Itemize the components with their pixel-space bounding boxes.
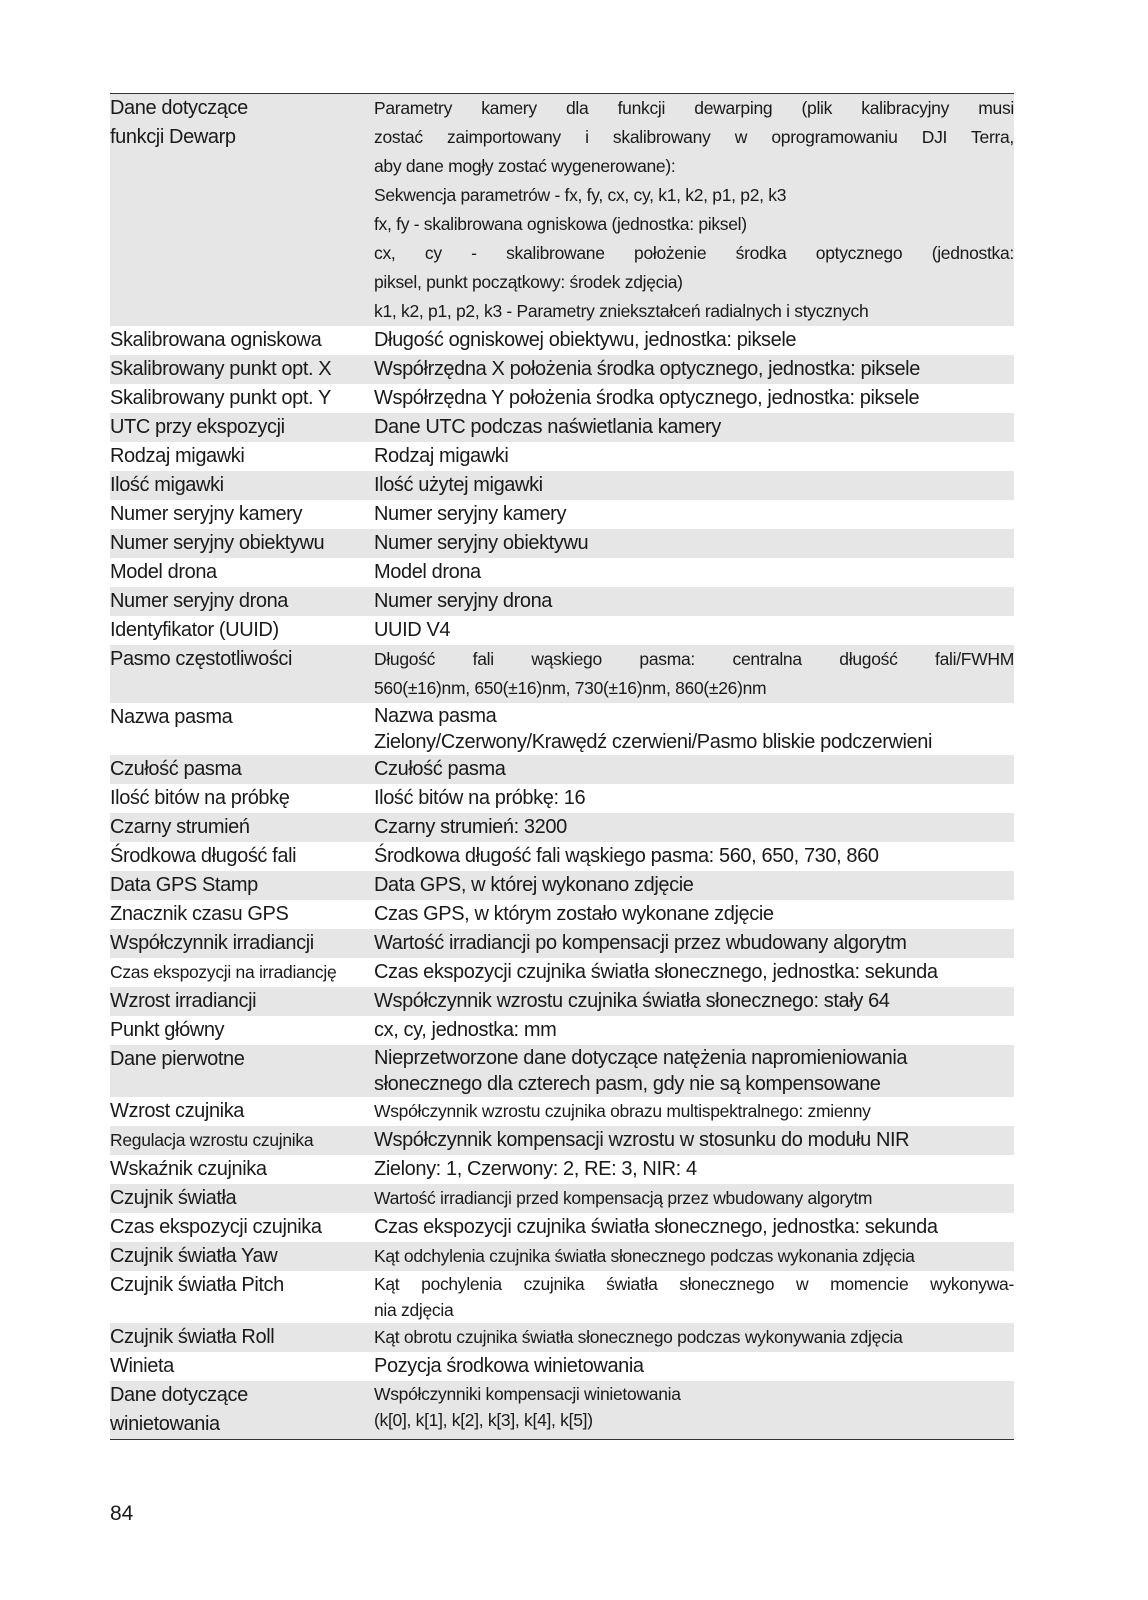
- table-row: [110, 529, 1014, 558]
- table-row: [110, 987, 1014, 1016]
- row-description-line: Wartość irradiancji przed kompensacją przez wbudowany algorytm: [374, 1188, 873, 1208]
- row-description-line: Data GPS, w której wykonano zdjęcie: [374, 874, 694, 896]
- row-description-line: Kąt pochylenia czujnika światła słonecznego w momencie wykonywa-: [374, 1274, 1014, 1294]
- row-description-line: Zielony/Czerwony/Krawędź czerwieni/Pasmo bliskie podczerwieni: [374, 731, 933, 753]
- row-description-line: Współczynniki kompensacji winietowania: [374, 1384, 681, 1404]
- row-label-line: Numer seryjny kamery: [110, 503, 303, 525]
- row-description: [374, 326, 1014, 355]
- row-label-line: Dane pierwotne: [110, 1048, 245, 1070]
- row-description: [374, 813, 1014, 842]
- row-description-line: Zielony: 1, Czerwony: 2, RE: 3, NIR: 4: [374, 1158, 697, 1180]
- table-row: [110, 1097, 1014, 1126]
- table-row: [110, 1126, 1014, 1155]
- row-label-line: Data GPS Stamp: [110, 874, 258, 896]
- row-label: [110, 842, 374, 871]
- row-label: [110, 94, 374, 326]
- row-description-line: Pozycja środkowa winietowania: [374, 1355, 644, 1377]
- row-description: [374, 645, 1014, 703]
- row-description: [374, 900, 1014, 929]
- page-number: 84: [110, 1502, 134, 1525]
- row-label-line: Skalibrowany punkt opt. Y: [110, 387, 331, 409]
- row-label: [110, 1097, 374, 1126]
- row-label-line: Dane dotyczące: [110, 1384, 248, 1406]
- row-label-line: Ilość migawki: [110, 474, 224, 496]
- row-description-line: Współrzędna X położenia środka optycznego, jednostka: piksele: [374, 358, 920, 380]
- row-label: [110, 1045, 374, 1097]
- row-label-line: Czujnik światła Roll: [110, 1326, 275, 1348]
- row-label: [110, 471, 374, 500]
- row-label: [110, 900, 374, 929]
- row-description-line: Współczynnik wzrostu czujnika światła słonecznego: stały 64: [374, 990, 890, 1012]
- table-row: [110, 355, 1014, 384]
- row-description-line: Wartość irradiancji po kompensacji przez wbudowany algorytm: [374, 932, 907, 954]
- row-description-line: Współrzędna Y położenia środka optycznego, jednostka: piksele: [374, 387, 920, 409]
- table-row: [110, 645, 1014, 703]
- table-row: [110, 755, 1014, 784]
- row-description-line: Czułość pasma: [374, 758, 506, 780]
- row-label-line: Czas ekspozycji na irradiancję: [110, 962, 337, 982]
- table-row: [110, 471, 1014, 500]
- row-description-line: Współczynnik kompensacji wzrostu w stosunku do modułu NIR: [374, 1129, 910, 1151]
- row-description: [374, 587, 1014, 616]
- row-label-line: Numer seryjny drona: [110, 590, 289, 612]
- row-description-line: piksel, punkt początkowy: środek zdjęcia): [374, 272, 683, 292]
- row-label: [110, 1381, 374, 1439]
- table-row: [110, 1016, 1014, 1045]
- table-row: [110, 703, 1014, 755]
- row-description-line: Czarny strumień: 3200: [374, 816, 567, 838]
- row-description: [374, 784, 1014, 813]
- row-label-line: Wskaźnik czujnika: [110, 1158, 267, 1180]
- row-label-line: Czujnik światła Yaw: [110, 1245, 278, 1267]
- row-label-line: Nazwa pasma: [110, 706, 233, 728]
- row-label: [110, 1184, 374, 1213]
- row-label-line: Czujnik światła Pitch: [110, 1274, 284, 1296]
- row-description-line: Parametry kamery dla funkcji dewarping (plik kalibracyjny musi: [374, 98, 1014, 118]
- row-label: [110, 871, 374, 900]
- row-label: [110, 1213, 374, 1242]
- table-row: [110, 813, 1014, 842]
- table-row: [110, 442, 1014, 471]
- row-label-line: Regulacja wzrostu czujnika: [110, 1130, 314, 1150]
- table-row: [110, 958, 1014, 987]
- row-label: [110, 1155, 374, 1184]
- row-description-line: Czas ekspozycji czujnika światła słonecznego, jednostka: sekunda: [374, 961, 938, 983]
- row-label: [110, 500, 374, 529]
- row-description-line: Model drona: [374, 561, 481, 583]
- table-row: [110, 1381, 1014, 1439]
- row-label-line: Model drona: [110, 561, 217, 583]
- row-description-line: Kąt obrotu czujnika światła słonecznego podczas wykonywania zdjęcia: [374, 1327, 903, 1347]
- row-description-line: słonecznego dla czterech pasm, gdy nie są kompensowane: [374, 1073, 881, 1095]
- row-description: [374, 1016, 1014, 1045]
- row-label-line: Identyfikator (UUID): [110, 619, 279, 641]
- row-description-line: cx, cy - skalibrowane położenie środka optycznego (jednostka:: [374, 243, 1014, 263]
- table-row: [110, 929, 1014, 958]
- table-row: [110, 384, 1014, 413]
- row-label-line: funkcji Dewarp: [110, 126, 236, 148]
- row-label-line: Rodzaj migawki: [110, 445, 245, 467]
- row-label: [110, 703, 374, 755]
- table-row: [110, 1242, 1014, 1271]
- row-label-line: Pasmo częstotliwości: [110, 648, 293, 670]
- row-description-line: cx, cy, jednostka: mm: [374, 1019, 557, 1041]
- row-label: [110, 813, 374, 842]
- row-description: [374, 558, 1014, 587]
- row-description: [374, 1381, 1014, 1439]
- row-description-line: (k[0], k[1], k[2], k[3], k[4], k[5]): [374, 1410, 593, 1430]
- row-label-line: Czułość pasma: [110, 758, 242, 780]
- row-description-line: Ilość użytej migawki: [374, 474, 543, 496]
- row-label: [110, 755, 374, 784]
- row-description: [374, 987, 1014, 1016]
- table-row: [110, 1045, 1014, 1097]
- row-label-line: Znacznik czasu GPS: [110, 903, 289, 925]
- row-label: [110, 1126, 374, 1155]
- table-row: [110, 1213, 1014, 1242]
- row-description: [374, 94, 1014, 326]
- row-description: [374, 1155, 1014, 1184]
- row-label: [110, 1271, 374, 1323]
- row-label: [110, 1352, 374, 1381]
- row-description: [374, 1126, 1014, 1155]
- row-description-line: Kąt odchylenia czujnika światła słonecznego podczas wykonania zdjęcia: [374, 1246, 915, 1266]
- table-row: [110, 842, 1014, 871]
- row-description: [374, 442, 1014, 471]
- row-description-line: zostać zaimportowany i skalibrowany w oprogramowaniu DJI Terra,: [374, 127, 1014, 147]
- row-label: [110, 958, 374, 987]
- row-description: [374, 384, 1014, 413]
- row-label-line: Dane dotyczące: [110, 97, 248, 119]
- table-row: [110, 900, 1014, 929]
- row-description: [374, 1097, 1014, 1126]
- table-row: [110, 871, 1014, 900]
- row-label-line: Współczynnik irradiancji: [110, 932, 314, 954]
- row-description-line: Współczynnik wzrostu czujnika obrazu multispektralnego: zmienny: [374, 1101, 871, 1121]
- row-description: [374, 755, 1014, 784]
- row-description-line: Sekwencja parametrów - fx, fy, cx, cy, k1, k2, p1, p2, k3: [374, 185, 787, 205]
- row-label-line: Skalibrowana ogniskowa: [110, 329, 322, 351]
- row-label: [110, 616, 374, 645]
- row-label-line: Numer seryjny obiektywu: [110, 532, 325, 554]
- table-row: [110, 326, 1014, 355]
- row-label-line: Czarny strumień: [110, 816, 250, 838]
- row-description: [374, 500, 1014, 529]
- row-label-line: Środkowa długość fali: [110, 845, 297, 867]
- row-description-line: Nazwa pasma: [374, 705, 497, 727]
- row-description: [374, 958, 1014, 987]
- row-description-line: Nieprzetworzone dane dotyczące natężenia napromieniowania: [374, 1047, 908, 1069]
- table-row: [110, 1271, 1014, 1323]
- table-row: [110, 587, 1014, 616]
- row-description: [374, 842, 1014, 871]
- row-label: [110, 645, 374, 703]
- row-label-line: Punkt główny: [110, 1019, 225, 1041]
- row-description-line: Długość ogniskowej obiektywu, jednostka: piksele: [374, 329, 797, 351]
- row-description-line: aby dane mogły zostać wygenerowane):: [374, 156, 676, 176]
- row-description: [374, 471, 1014, 500]
- table-row: [110, 1352, 1014, 1381]
- row-label: [110, 413, 374, 442]
- row-description: [374, 1213, 1014, 1242]
- row-description: [374, 1323, 1014, 1352]
- row-description: [374, 529, 1014, 558]
- table-row: [110, 500, 1014, 529]
- row-label: [110, 326, 374, 355]
- row-description: [374, 929, 1014, 958]
- table-row: [110, 558, 1014, 587]
- row-description-line: nia zdjęcia: [374, 1300, 454, 1320]
- row-description-line: Czas GPS, w którym zostało wykonane zdjęcie: [374, 903, 774, 925]
- row-description-line: Rodzaj migawki: [374, 445, 509, 467]
- row-description: [374, 1271, 1014, 1323]
- row-description: [374, 871, 1014, 900]
- row-label: [110, 587, 374, 616]
- row-label: [110, 384, 374, 413]
- row-label: [110, 442, 374, 471]
- row-label: [110, 558, 374, 587]
- table-row: [110, 616, 1014, 645]
- row-label: [110, 1242, 374, 1271]
- row-description-line: Środkowa długość fali wąskiego pasma: 560, 650, 730, 860: [374, 845, 879, 867]
- row-description: [374, 1184, 1014, 1213]
- row-label: [110, 529, 374, 558]
- row-description-line: k1, k2, p1, p2, k3 - Parametry zniekształceń radialnych i stycznych: [374, 301, 869, 321]
- table-row: [110, 94, 1014, 326]
- table-row: [110, 1155, 1014, 1184]
- row-label: [110, 929, 374, 958]
- row-description-line: Ilość bitów na próbkę: 16: [374, 787, 586, 809]
- row-label-line: Winieta: [110, 1355, 174, 1377]
- row-description-line: Dane UTC podczas naświetlania kamery: [374, 416, 721, 438]
- row-description: [374, 1242, 1014, 1271]
- row-description: [374, 1045, 1014, 1097]
- row-label: [110, 1323, 374, 1352]
- row-description: [374, 616, 1014, 645]
- row-label-line: UTC przy ekspozycji: [110, 416, 285, 438]
- row-label-line: Ilość bitów na próbkę: [110, 787, 290, 809]
- row-label: [110, 987, 374, 1016]
- table-row: [110, 413, 1014, 442]
- row-description: [374, 355, 1014, 384]
- row-description-line: UUID V4: [374, 619, 451, 641]
- row-description-line: fx, fy - skalibrowana ogniskowa (jednostka: piksel): [374, 214, 747, 234]
- row-label: [110, 355, 374, 384]
- table-row: [110, 1184, 1014, 1213]
- row-label-line: Czujnik światła: [110, 1187, 237, 1209]
- row-description: [374, 413, 1014, 442]
- row-label-line: winietowania: [110, 1413, 220, 1435]
- row-description: [374, 1352, 1014, 1381]
- row-description-line: Numer seryjny kamery: [374, 503, 567, 525]
- row-label: [110, 784, 374, 813]
- row-description-line: Długość fali wąskiego pasma: centralna długość fali/FWHM: [374, 649, 1014, 669]
- row-label: [110, 1016, 374, 1045]
- row-label-line: Czas ekspozycji czujnika: [110, 1216, 322, 1238]
- row-label-line: Skalibrowany punkt opt. X: [110, 358, 332, 380]
- row-label-line: Wzrost irradiancji: [110, 990, 257, 1012]
- parameters-table: [110, 93, 1014, 1440]
- row-description-line: 560(±16)nm, 650(±16)nm, 730(±16)nm, 860(±26)nm: [374, 678, 767, 698]
- row-label-line: Wzrost czujnika: [110, 1100, 245, 1122]
- row-description-line: Numer seryjny drona: [374, 590, 553, 612]
- table-row: [110, 784, 1014, 813]
- row-description-line: Numer seryjny obiektywu: [374, 532, 589, 554]
- row-description: [374, 703, 1014, 755]
- table-row: [110, 1323, 1014, 1352]
- row-description-line: Czas ekspozycji czujnika światła słonecznego, jednostka: sekunda: [374, 1216, 938, 1238]
